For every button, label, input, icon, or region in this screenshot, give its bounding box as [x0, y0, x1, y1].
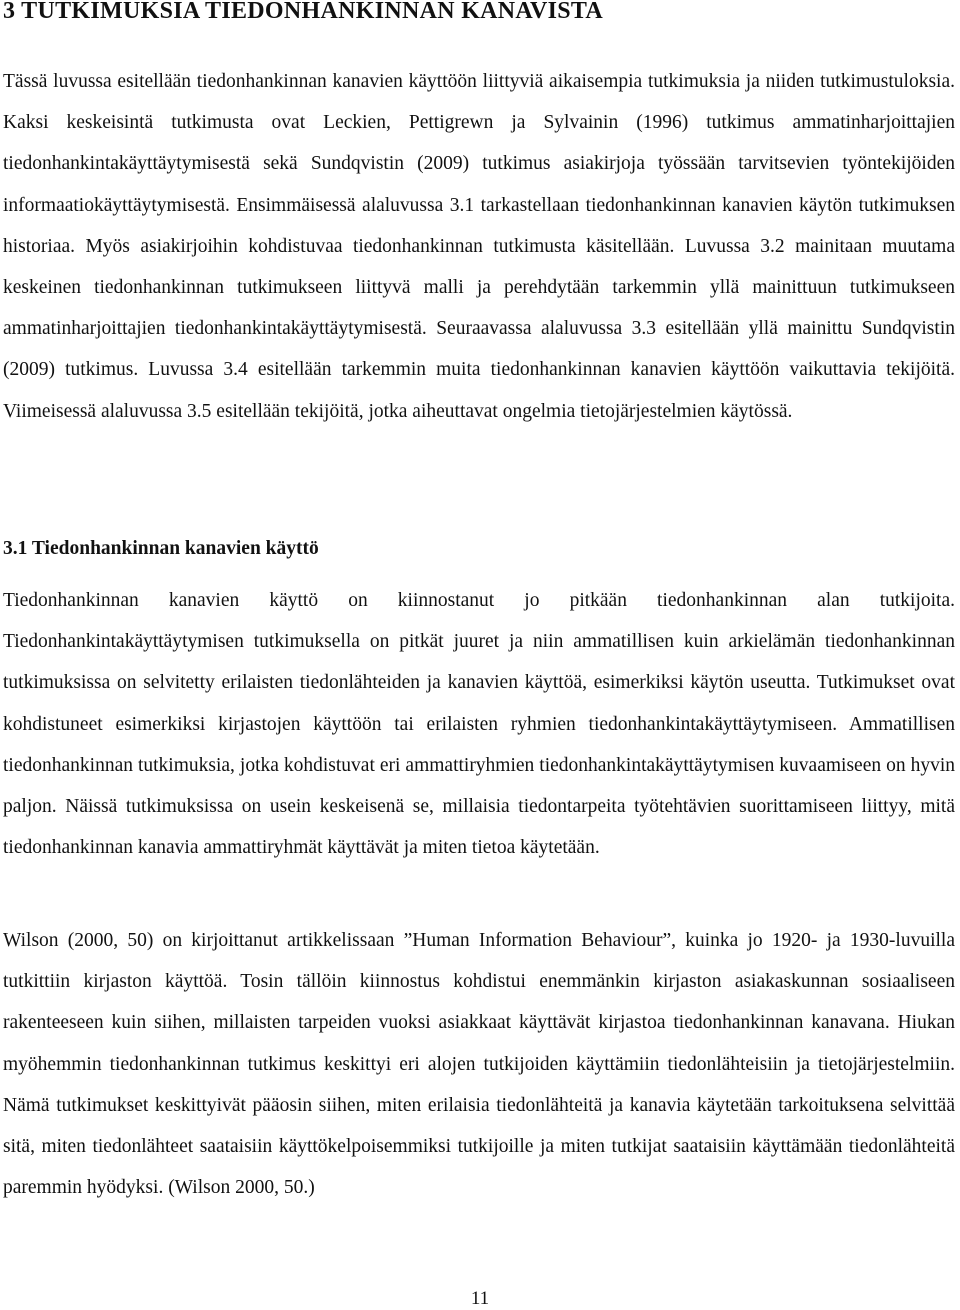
page-number: 11 — [470, 1288, 490, 1309]
intro-paragraph: Tässä luvussa esitellään tiedonhankinnan kanavien käyttöön liittyviä aikaisempia tutkimuksia ja niiden tutkimustuloksia. Kaksi keskeisintä tutkimusta ovat Leckien, Pettigrewn ja Sylvainin (1996) tutkimus ammatinharjoittajien tiedonhankintakäyttäytymisestä sekä Sundqvistin (2009) tutkimus asiakirjoja työssään tarvitsevien työntekijöiden informaatiokäyttäytymisestä. Ensimmäisessä alaluvussa 3.1 tarkastellaan tiedonhankinnan kanavien käytön tutkimuksen historiaa. Myös asiakirjoihin kohdistuvaa tiedonhankinnan tutkimusta käsitellään. Luvussa 3.2 mainitaan muutama keskeinen tiedonhankinnan tutkimukseen liittyvä malli ja perehdytään tarkemmin yllä mainittuun tutkimukseen ammatinharjoittajien tiedonhankintakäyttäytymisestä. Seuraavassa alaluvussa 3.3 esitellään yllä mainittu Sundqvistin (2009) tutkimus. Luvussa 3.4 esitellään tarkemmin muita tiedonhankinnan kanavien käyttöön vaikuttavia tekijöitä. Viimeisessä alaluvussa 3.5 esitellään tekijöitä, jotka aiheuttavat ongelmia tietojärjestelmien käytössä. — [3, 71, 955, 422]
section-paragraph-1: Tiedonhankinnan kanavien käyttö on kiinnostanut jo pitkään tiedonhankinnan alan tutkijoita. Tiedonhankintakäyttäytymisen tutkimuksella on pitkät juuret ja niin ammatillisen kuin arkielämän tiedonhankinnan tutkimuksissa on selvitetty erilaisten tiedonlähteiden ja kanavien käyttöä, esimerkiksi käytön useutta. Tutkimukset ovat kohdistuneet esimerkiksi kirjastojen käyttöön tai erilaisten ryhmien tiedonhankintakäyttäytymiseen. Ammatillisen tiedonhankinnan tutkimuksia, jotka kohdistuvat eri ammattiryhmien tiedonhankintakäyttäytymisen kuvaamiseen on hyvin paljon. Näissä tutkimuksissa on usein keskeisenä se, millaisia tiedontarpeita työtehtävien suorittamiseen liittyy, mitä tiedonhankinnan kanavia ammattiryhmät käyttävät ja miten tietoa käytetään. — [3, 590, 955, 859]
section-title: 3.1 Tiedonhankinnan kanavien käyttö — [3, 538, 319, 559]
section-paragraph-2: Wilson (2000, 50) on kirjoittanut artikkelissaan ”Human Information Behaviour”, kuinka jo 1920- ja 1930-luvuilla tutkittiin kirjaston käyttöä. Tosin tällöin kiinnostus kohdistui enemmänkin kirjaston asiakaskunnan sosiaaliseen rakenteeseen kuin siihen, millaisten tarpeiden vuoksi asiakkaat käyttävät kirjastoa tiedonhankinnan kanavana. Hiukan myöhemmin tiedonhankinnan tutkimus keskittyi eri alojen tutkijoiden käyttämiin tiedonlähteisiin ja tietojärjestelmiin. Nämä tutkimukset keskittyivät pääosin siihen, miten erilaisia tiedonlähteitä ja kanavia käytetään tarkoituksena selvittää sitä, miten tiedonlähteet saataisiin käyttökelpoisemmiksi tutkijoille ja miten tutkijat saataisiin käyttämään tiedonlähteitä paremmin hyödyksi. (Wilson 2000, 50.) — [3, 930, 955, 1199]
chapter-title: 3 TUTKIMUKSIA TIEDONHANKINNAN KANAVISTA — [3, 0, 604, 24]
